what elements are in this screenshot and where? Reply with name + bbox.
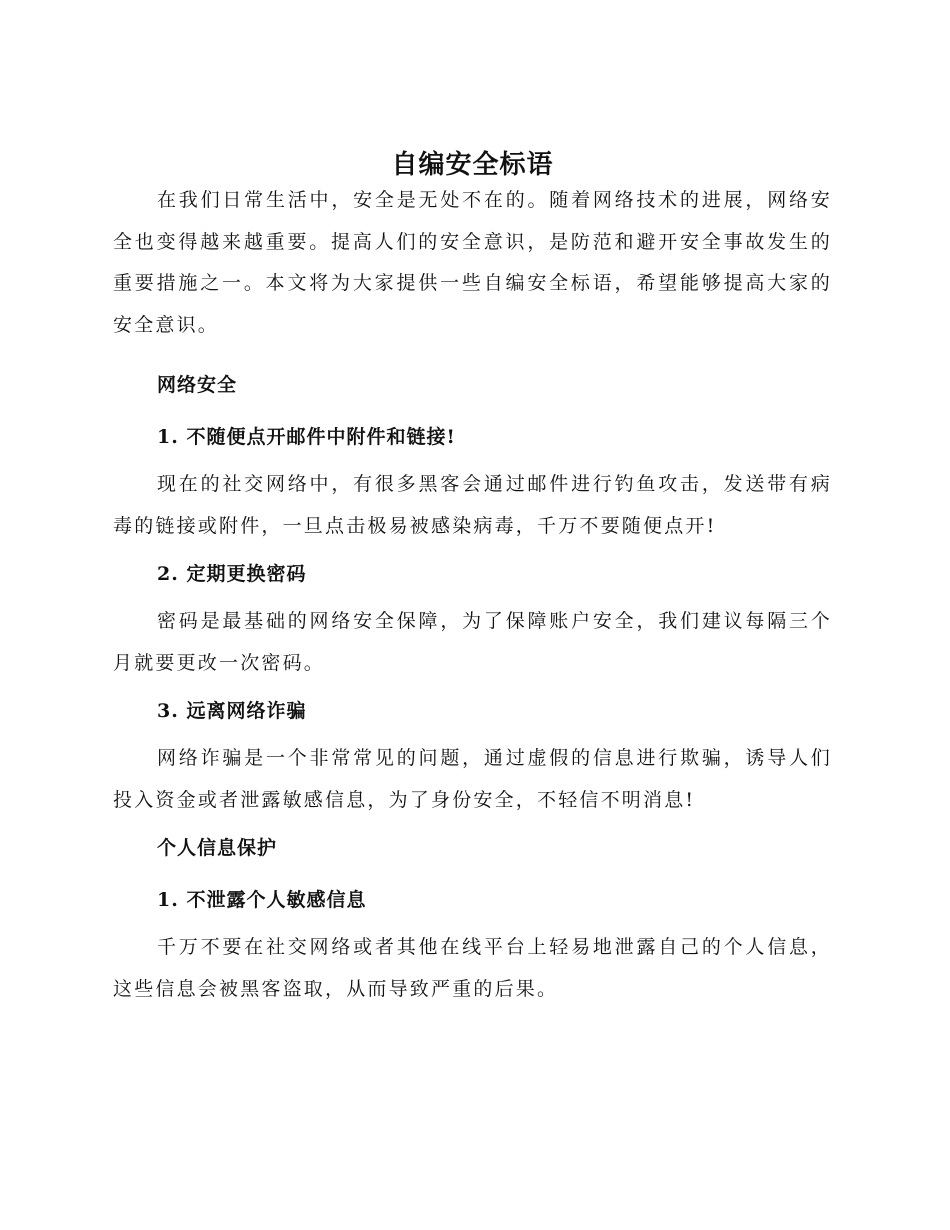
item-body-no-random-links: 现在的社交网络中，有很多黑客会通过邮件进行钓鱼攻击，发送带有病毒的链接或附件，一旦点击极易被感染病毒，千万不要随便点开! [113, 473, 832, 537]
item-body-avoid-fraud: 网络诈骗是一个非常常见的问题，通过虚假的信息进行欺骗，诱导人们投入资金或者泄露敏感信息，为了身份安全，不轻信不明消息! [113, 747, 832, 811]
item-heading-no-random-links: 1. 不随便点开邮件中附件和链接! [157, 426, 456, 448]
section-heading-network-security: 网络安全 [157, 374, 238, 396]
intro-paragraph: 在我们日常生活中，安全是无处不在的。随着网络技术的进展，网络安全也变得越来越重要。提高人们的安全意识，是防范和避开安全事故发生的重要措施之一。本文将为大家提供一些自编安全标语，希望能够提高大家的安全意识。 [113, 189, 832, 336]
item-heading-no-leak: 1. 不泄露个人敏感信息 [157, 889, 367, 911]
section-heading-personal-info: 个人信息保护 [157, 837, 278, 859]
item-body-no-leak: 千万不要在社交网络或者其他在线平台上轻易地泄露自己的个人信息，这些信息会被黑客盗取，从而导致严重的后果。 [113, 936, 832, 1000]
item-heading-avoid-fraud: 3. 远离网络诈骗 [157, 700, 307, 722]
document-title: 自编安全标语 [391, 150, 554, 180]
item-body-change-password: 密码是最基础的网络安全保障，为了保障账户安全，我们建议每隔三个月就要更改一次密码。 [113, 610, 832, 674]
item-heading-change-password: 2. 定期更换密码 [157, 563, 307, 585]
